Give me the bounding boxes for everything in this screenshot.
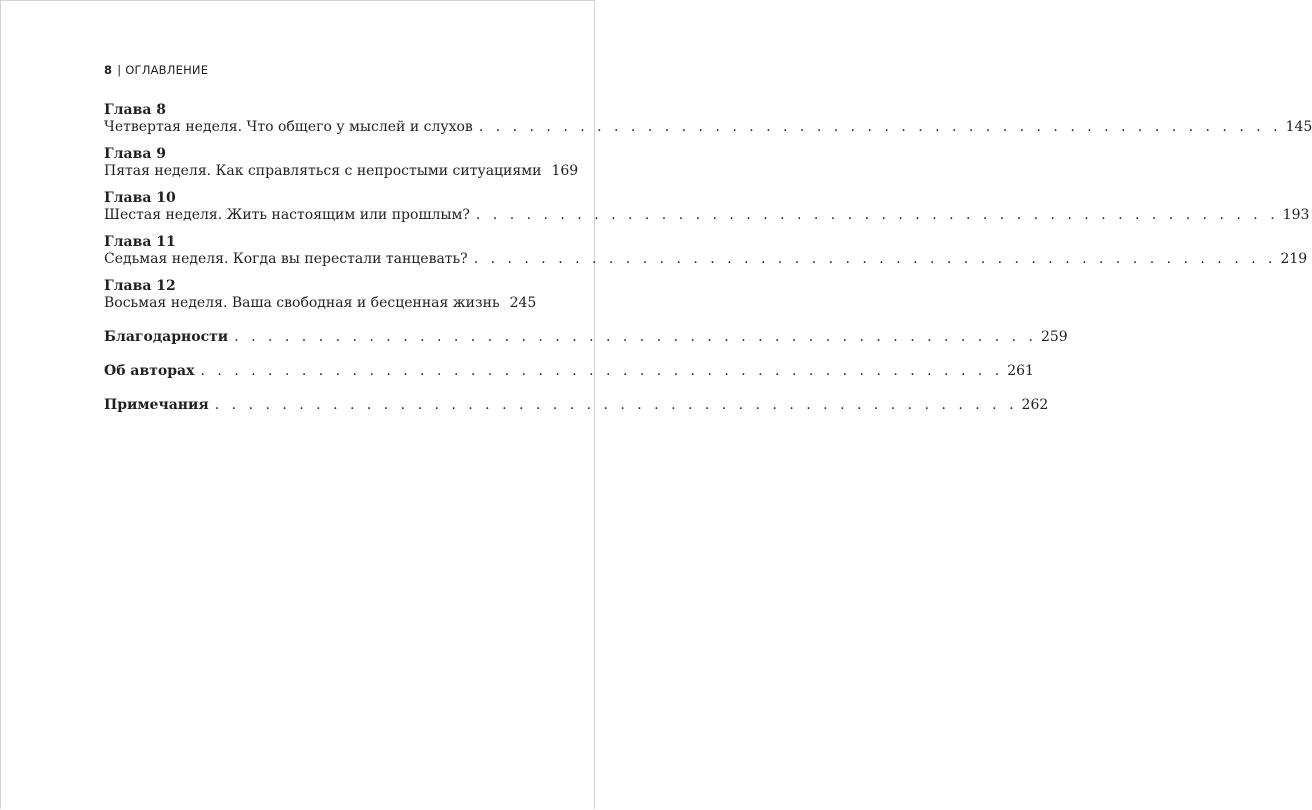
toc-entry-title: Восьмая неделя. Ваша свободная и бесценная жизнь bbox=[104, 295, 500, 311]
toc-page-number: 169 bbox=[551, 163, 579, 179]
toc-chapter-label: Глава 11 bbox=[104, 234, 176, 250]
toc-page-number: 245 bbox=[509, 295, 537, 311]
toc-entry-title: Четвертая неделя. Что общего у мыслей и слухов bbox=[104, 119, 473, 135]
toc-entry-notes[interactable] bbox=[104, 397, 1049, 414]
running-head bbox=[104, 63, 208, 77]
toc-entry-title: Благодарности bbox=[104, 329, 229, 345]
toc-leader-dots: . . . . . . . . . . . . . . . . . . . . . . . . . . . . . . . . . . . . . . . . . . . . . . . . bbox=[214, 397, 1018, 413]
toc-chapter bbox=[104, 278, 537, 312]
toc-page-number: 219 bbox=[1280, 251, 1308, 267]
toc-entry-title: Об авторах bbox=[104, 363, 195, 379]
toc-leader-dots: . . . . . . . . . . . . . . . . . . . . . . . . . . . . . . . . . . . . . . . . . . . . . . . . bbox=[475, 207, 1279, 223]
toc-chapter-label: Глава 12 bbox=[104, 278, 176, 294]
running-head-page-number: 8 bbox=[104, 63, 113, 77]
toc-entry[interactable] bbox=[104, 207, 1310, 224]
toc-chapter bbox=[104, 146, 579, 180]
toc-page-number: 262 bbox=[1021, 397, 1049, 413]
running-head-separator: | bbox=[117, 63, 122, 77]
toc-page-number: 145 bbox=[1285, 119, 1312, 135]
toc-leader-dots: . . . . . . . . . . . . . . . . . . . . . . . . . . . . . . . . . . . . . . . . . . . . . . . . bbox=[478, 119, 1282, 135]
toc-entry[interactable] bbox=[104, 295, 537, 312]
toc-chapter bbox=[104, 234, 1308, 268]
table-of-contents bbox=[104, 102, 1312, 414]
toc-chapter-label: Глава 8 bbox=[104, 102, 167, 118]
toc-entry-title: Пятая неделя. Как справляться с непростыми ситуациями bbox=[104, 163, 542, 179]
toc-leader-dots: . . . . . . . . . . . . . . . . . . . . . . . . . . . . . . . . . . . . . . . . . . . . . . . . bbox=[200, 363, 1004, 379]
toc-leader-dots: . . . . . . . . . . . . . . . . . . . . . . . . . . . . . . . . . . . . . . . . . . . . . . . . bbox=[473, 251, 1277, 267]
toc-chapter bbox=[104, 190, 1310, 224]
toc-leader-dots: . . . . . . . . . . . . . . . . . . . . . . . . . . . . . . . . . . . . . . . . . . . . . . . . bbox=[234, 329, 1037, 345]
toc-entry[interactable] bbox=[104, 119, 1312, 136]
toc-entry-title: Примечания bbox=[104, 397, 209, 413]
running-head-title: ОГЛАВЛЕНИЕ bbox=[125, 63, 209, 77]
toc-chapter-label: Глава 10 bbox=[104, 190, 176, 206]
toc-entry[interactable] bbox=[104, 251, 1308, 268]
toc-entry-title: Седьмая неделя. Когда вы перестали танцевать? bbox=[104, 251, 468, 267]
toc-entry-about-authors[interactable] bbox=[104, 363, 1034, 380]
toc-entry-title: Шестая неделя. Жить настоящим или прошлым? bbox=[104, 207, 470, 223]
toc-page-number: 261 bbox=[1007, 363, 1034, 379]
toc-entry[interactable] bbox=[104, 163, 579, 180]
toc-page-number: 259 bbox=[1040, 329, 1068, 345]
toc-chapter bbox=[104, 102, 1312, 136]
toc-entry-acknowledgements[interactable] bbox=[104, 329, 1068, 346]
toc-page-number: 193 bbox=[1282, 207, 1310, 223]
toc-chapter-label: Глава 9 bbox=[104, 146, 167, 162]
